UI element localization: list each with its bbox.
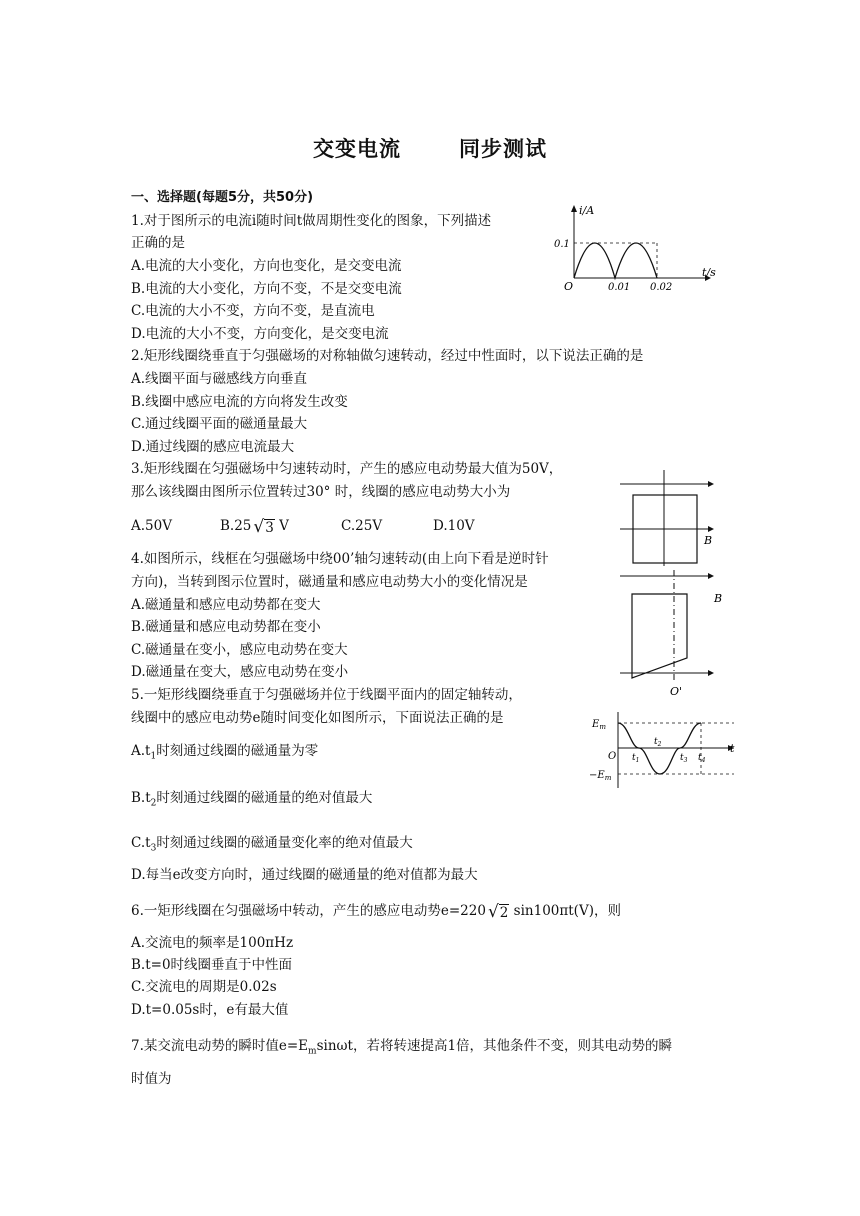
q4-option-a: A.磁通量和感应电动势都在变大 xyxy=(131,597,321,613)
title-part2: 同步测试 xyxy=(459,137,547,161)
q2-stem: 2.矩形线圈绕垂直于匀强磁场的对称轴做匀速转动，经过中性面时，以下说法正确的是 xyxy=(131,348,644,364)
t1-symbol: t xyxy=(632,753,636,763)
q5-option-b xyxy=(131,788,372,814)
field-arrow-bottom xyxy=(708,670,714,676)
t4-symbol: t xyxy=(698,753,702,763)
t3-subscript: 3 xyxy=(683,757,688,764)
q1-stem-line1: 1.对于图所示的电流i随时间t做周期性变化的图象，下列描述 xyxy=(131,213,492,229)
q4-option-c: C.磁通量在变小，感应电动势在变大 xyxy=(131,642,348,658)
y-tick-label: 0.1 xyxy=(554,239,570,250)
q5-option-c-prefix: C.t xyxy=(131,835,151,851)
x-axis-label: t/s xyxy=(702,266,716,279)
q5-stem-line1: 5.一矩形线圈绕垂直于匀强磁场并位于线圈平面内的固定轴转动， xyxy=(131,687,522,703)
em-subscript: m xyxy=(599,723,606,731)
t2-symbol: t xyxy=(654,737,658,747)
q3-option-b-unit: V xyxy=(274,518,289,534)
q3-coil-figure xyxy=(612,466,722,566)
q6-option-d: D.t=0.05s时，e有最大值 xyxy=(131,1002,289,1018)
field-label: B xyxy=(714,592,723,605)
t1-label xyxy=(632,753,639,764)
q5-option-c-text: 时刻通过线圈的磁通量变化率的绝对值最大 xyxy=(156,835,413,851)
q2-option-a: A.线圈平面与磁感线方向垂直 xyxy=(131,371,308,387)
q7-subscript: m xyxy=(308,1046,317,1057)
q4-stem-line2: 方向)，当转到图示位置时，磁通量和感应电动势大小的变化情况是 xyxy=(131,574,528,590)
q4-stem-line1: 4.如图所示，线框在匀强磁场中绕00’轴匀速转动(由上向下看是逆时针 xyxy=(131,551,549,567)
q5-option-a-subscript: 1 xyxy=(150,751,157,762)
current-curve xyxy=(574,243,657,278)
q3-stem-line1: 3.矩形线圈在匀强磁场中匀速转动时，产生的感应电动势最大值为50V， xyxy=(131,461,563,477)
frame-outline xyxy=(632,594,687,678)
q2-option-b: B.线圈中感应电流的方向将发生改变 xyxy=(131,394,348,410)
q3-option-d: D.10V xyxy=(433,518,475,534)
q5-emf-graph xyxy=(588,710,748,800)
em-symbol: E xyxy=(592,719,600,730)
t3-symbol: t xyxy=(680,753,684,763)
q3-option-b-text: B.25 xyxy=(220,518,252,534)
q3-stem-line2: 那么该线圈由图所示位置转过30° 时，线圈的感应电动势大小为 xyxy=(131,484,511,500)
q7-stem-tail: sinωt，若将转速提高1倍，其他条件不变，则其电动势的瞬 xyxy=(316,1038,673,1054)
q5-option-a-text: 时刻通过线圈的磁通量为零 xyxy=(156,743,319,759)
y-axis-arrow xyxy=(571,205,577,212)
q5-option-c xyxy=(131,833,413,859)
q2-option-d: D.通过线圈的感应电流最大 xyxy=(131,439,295,455)
q6-option-a: A.交流电的频率是100πHz xyxy=(131,935,294,951)
y-axis-label: i/A xyxy=(579,204,595,217)
neg-em-label xyxy=(589,770,612,782)
field-arrow-top xyxy=(708,481,714,487)
t2-label xyxy=(654,737,662,748)
t2-subscript: 2 xyxy=(657,741,662,748)
axis-label: O' xyxy=(670,685,683,698)
q7-stem-line2: 时值为 xyxy=(131,1071,172,1087)
q1-option-d: D.电流的大小不变，方向变化，是交变电流 xyxy=(131,326,389,342)
t-axis-label: t xyxy=(730,742,735,755)
q5-stem-line2: 线圈中的感应电动势e随时间变化如图所示，下面说法正确的是 xyxy=(131,710,504,726)
q1-option-c: C.电流的大小不变，方向不变，是直流电 xyxy=(131,303,375,319)
em-label xyxy=(591,719,606,731)
field-arrow-middle xyxy=(708,526,714,532)
q4-option-b: B.磁通量和感应电动势都在变小 xyxy=(131,619,321,635)
q5-option-b-subscript: 2 xyxy=(150,798,157,809)
q6-stem-text: 6.一矩形线圈在匀强磁场中转动，产生的感应电动势e=220 xyxy=(131,903,486,919)
q3-option-b-radicand: 3 xyxy=(265,520,274,536)
q7-stem-line1 xyxy=(131,1036,672,1062)
q1-option-a: A.电流的大小变化，方向也变化，是交变电流 xyxy=(131,258,402,274)
t4-subscript: 4 xyxy=(701,757,706,764)
origin-label: O xyxy=(564,280,574,293)
q3-option-a: A.50V xyxy=(131,518,172,534)
page-title xyxy=(0,133,860,163)
q3-option-b xyxy=(220,516,289,538)
t1-subscript: 1 xyxy=(635,757,640,764)
q5-option-b-text: 时刻通过线圈的磁通量的绝对值最大 xyxy=(156,790,373,806)
q1-option-b: B.电流的大小变化，方向不变，不是交变电流 xyxy=(131,281,402,297)
q6-stem xyxy=(131,901,621,923)
q4-frame-figure xyxy=(612,568,727,698)
q5-option-a-prefix: A.t xyxy=(131,743,151,759)
q6-option-b: B.t=0时线圈垂直于中性面 xyxy=(131,957,293,973)
section-heading: 一、选择题(每题5分，共50分) xyxy=(131,190,314,205)
t3-label xyxy=(680,753,688,764)
title-part1: 交变电流 xyxy=(313,137,401,161)
sqrt-symbol: √3 xyxy=(253,517,274,537)
q3-option-c: C.25V xyxy=(341,518,383,534)
neg-em-symbol: −E xyxy=(589,770,605,781)
q5-option-d: D.每当e改变方向时，通过线圈的磁通量的绝对值都为最大 xyxy=(131,867,478,883)
field-arrow-top xyxy=(708,573,714,579)
neg-em-subscript: m xyxy=(604,774,612,782)
q7-stem-text: 7.某交流电动势的瞬时值e=E xyxy=(131,1038,309,1054)
q4-option-d: D.磁通量在变大，感应电动势在变小 xyxy=(131,664,349,680)
q5-option-a xyxy=(131,741,318,767)
q1-current-graph xyxy=(545,200,715,295)
x-tick-2: 0.02 xyxy=(650,282,673,293)
q6-option-c: C.交流电的周期是0.02s xyxy=(131,979,277,995)
q6-stem-tail: sin100πt(V)，则 xyxy=(509,903,621,919)
q5-option-c-subscript: 3 xyxy=(150,843,157,854)
t4-label xyxy=(698,753,706,764)
q2-option-c: C.通过线圈平面的磁通量最大 xyxy=(131,416,308,432)
x-tick-1: 0.01 xyxy=(608,282,631,293)
q6-radicand: 2 xyxy=(499,905,509,921)
q5-option-b-prefix: B.t xyxy=(131,790,151,806)
q1-stem-line2: 正确的是 xyxy=(131,235,185,251)
origin-label: O xyxy=(608,751,617,762)
field-label: B xyxy=(704,534,713,547)
sqrt-symbol: √2 xyxy=(487,902,509,922)
